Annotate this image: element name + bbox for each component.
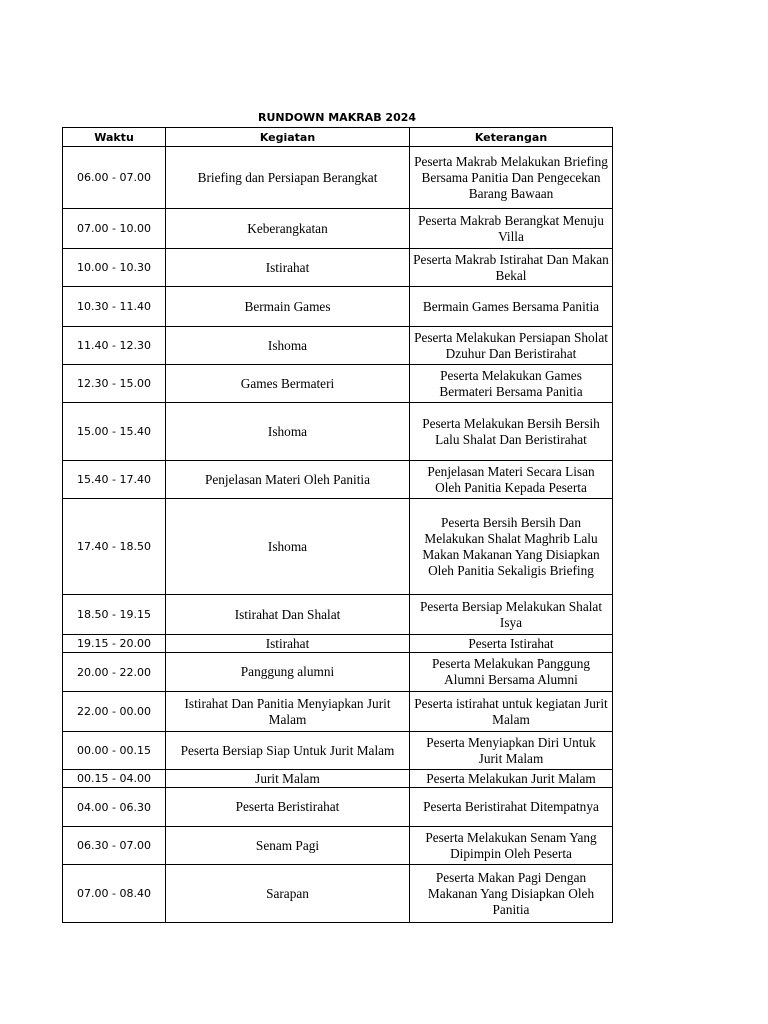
table-header-row: [63, 128, 613, 147]
time-cell: 18.50 - 19.15: [63, 595, 166, 635]
time-cell: 19.15 - 20.00: [63, 635, 166, 653]
time-cell: 07.00 - 08.40: [63, 865, 166, 923]
description-cell: Penjelasan Materi Secara Lisan Oleh Panitia Kepada Peserta: [410, 461, 613, 499]
activity-cell: Peserta Beristirahat: [166, 788, 410, 827]
table-row: [63, 595, 613, 635]
table-row: [63, 403, 613, 461]
time-cell: 07.00 - 10.00: [63, 209, 166, 249]
description-cell: Peserta Melakukan Panggung Alumni Bersama Alumni: [410, 653, 613, 692]
table-row: [63, 827, 613, 865]
activity-cell: Penjelasan Materi Oleh Panitia: [166, 461, 410, 499]
table-row: [63, 865, 613, 923]
table-row: [63, 461, 613, 499]
time-cell: 20.00 - 22.00: [63, 653, 166, 692]
description-cell: Peserta Istirahat: [410, 635, 613, 653]
time-cell: 04.00 - 06.30: [63, 788, 166, 827]
time-cell: 10.30 - 11.40: [63, 287, 166, 327]
time-cell: 12.30 - 15.00: [63, 365, 166, 403]
time-cell: 00.15 - 04.00: [63, 770, 166, 788]
description-cell: Peserta Melakukan Senam Yang Dipimpin Oleh Peserta: [410, 827, 613, 865]
table-row: [63, 147, 613, 209]
table-row: [63, 788, 613, 827]
activity-cell: Senam Pagi: [166, 827, 410, 865]
header-waktu: Waktu: [63, 128, 166, 147]
activity-cell: Panggung alumni: [166, 653, 410, 692]
time-cell: 11.40 - 12.30: [63, 327, 166, 365]
table-row: [63, 499, 613, 595]
table-row: [63, 365, 613, 403]
description-cell: Peserta Makrab Melakukan Briefing Bersama Panitia Dan Pengecekan Barang Bawaan: [410, 147, 613, 209]
activity-cell: Bermain Games: [166, 287, 410, 327]
time-cell: 22.00 - 00.00: [63, 692, 166, 732]
rundown-table: [62, 127, 613, 923]
table-row: [63, 692, 613, 732]
description-cell: Peserta Makrab Istirahat Dan Makan Bekal: [410, 249, 613, 287]
activity-cell: Istirahat Dan Panitia Menyiapkan Jurit Malam: [166, 692, 410, 732]
activity-cell: Istirahat: [166, 249, 410, 287]
activity-cell: Ishoma: [166, 403, 410, 461]
activity-cell: Istirahat Dan Shalat: [166, 595, 410, 635]
activity-cell: Briefing dan Persiapan Berangkat: [166, 147, 410, 209]
activity-cell: Peserta Bersiap Siap Untuk Jurit Malam: [166, 732, 410, 770]
header-kegiatan: Kegiatan: [166, 128, 410, 147]
table-row: [63, 287, 613, 327]
description-cell: Peserta Melakukan Jurit Malam: [410, 770, 613, 788]
table-row: [63, 770, 613, 788]
time-cell: 15.00 - 15.40: [63, 403, 166, 461]
description-cell: Peserta Melakukan Persiapan Sholat Dzuhur Dan Beristirahat: [410, 327, 613, 365]
activity-cell: Ishoma: [166, 327, 410, 365]
document-title: RUNDOWN MAKRAB 2024: [257, 111, 417, 124]
header-keterangan: Keterangan: [410, 128, 613, 147]
description-cell: Peserta Bersiap Melakukan Shalat Isya: [410, 595, 613, 635]
description-cell: Peserta istirahat untuk kegiatan Jurit Malam: [410, 692, 613, 732]
activity-cell: Ishoma: [166, 499, 410, 595]
time-cell: 10.00 - 10.30: [63, 249, 166, 287]
table-body: [63, 147, 613, 923]
activity-cell: Keberangkatan: [166, 209, 410, 249]
activity-cell: Games Bermateri: [166, 365, 410, 403]
time-cell: 17.40 - 18.50: [63, 499, 166, 595]
time-cell: 00.00 - 00.15: [63, 732, 166, 770]
description-cell: Peserta Menyiapkan Diri Untuk Jurit Malam: [410, 732, 613, 770]
description-cell: Peserta Melakukan Games Bermateri Bersama Panitia: [410, 365, 613, 403]
time-cell: 06.00 - 07.00: [63, 147, 166, 209]
description-cell: Peserta Makrab Berangkat Menuju Villa: [410, 209, 613, 249]
activity-cell: Istirahat: [166, 635, 410, 653]
activity-cell: Sarapan: [166, 865, 410, 923]
description-cell: Peserta Melakukan Bersih Bersih Lalu Shalat Dan Beristirahat: [410, 403, 613, 461]
table-row: [63, 327, 613, 365]
table-row: [63, 653, 613, 692]
description-cell: Peserta Bersih Bersih Dan Melakukan Shalat Maghrib Lalu Makan Makanan Yang Disiapkan Oleh Panitia Sekaligis Briefing: [410, 499, 613, 595]
time-cell: 06.30 - 07.00: [63, 827, 166, 865]
description-cell: Bermain Games Bersama Panitia: [410, 287, 613, 327]
table-row: [63, 209, 613, 249]
description-cell: Peserta Beristirahat Ditempatnya: [410, 788, 613, 827]
description-cell: Peserta Makan Pagi Dengan Makanan Yang Disiapkan Oleh Panitia: [410, 865, 613, 923]
table-row: [63, 635, 613, 653]
table-row: [63, 732, 613, 770]
activity-cell: Jurit Malam: [166, 770, 410, 788]
table-row: [63, 249, 613, 287]
time-cell: 15.40 - 17.40: [63, 461, 166, 499]
